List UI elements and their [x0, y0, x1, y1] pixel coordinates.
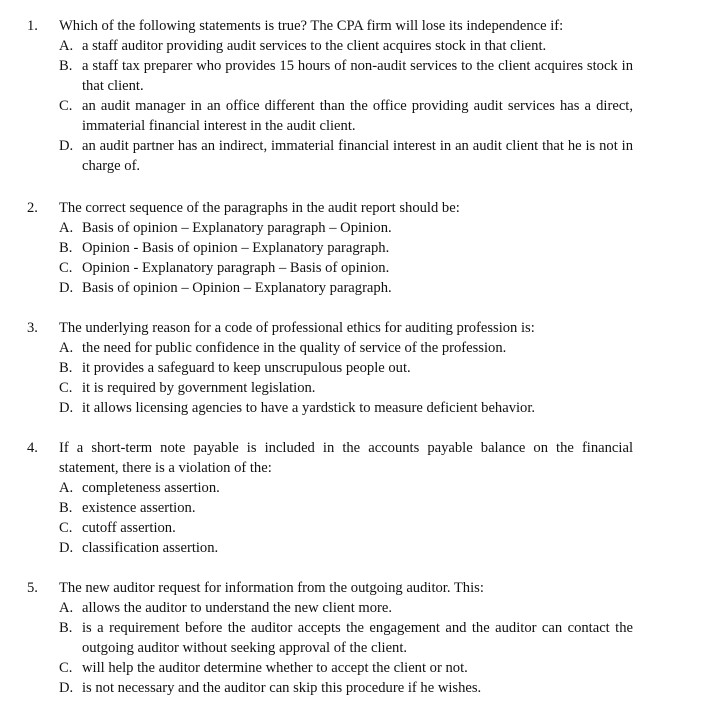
question-stem: Which of the following statements is true? The CPA firm will lose its independence if: [59, 18, 564, 34]
question-stem: The new auditor request for information from the outgoing auditor. This: [59, 580, 484, 596]
option-text: Opinion - Explanatory paragraph – Basis of opinion. [82, 260, 390, 276]
option-text: Basis of opinion – Opinion – Explanatory paragraph. [82, 280, 392, 296]
option-text: an audit partner has an indirect, immaterial financial interest in an audit client that he is not in charge of. [82, 138, 633, 174]
option-letter: B. [59, 360, 73, 376]
option-text: an audit manager in an office different than the office providing audit services has a direct, immaterial financial interest in the audit client. [82, 98, 633, 134]
option-text: it is required by government legislation. [82, 380, 316, 396]
option-text: a staff tax preparer who provides 15 hours of non-audit services to the client acquires stock in that client. [82, 58, 633, 94]
question-number: 3. [27, 320, 38, 336]
option-text: is a requirement before the auditor accepts the engagement and the auditor can contact the outgoing auditor without seeking approval of the client. [82, 620, 633, 656]
option-letter: A. [59, 38, 74, 54]
option-text: a staff auditor providing audit services to the client acquires stock in that client. [82, 38, 547, 54]
option-text: allows the auditor to understand the new client more. [82, 600, 393, 616]
option-text: is not necessary and the auditor can skip this procedure if he wishes. [82, 680, 482, 696]
question-number: 1. [27, 18, 38, 34]
option-text: cutoff assertion. [82, 520, 176, 536]
option-text: existence assertion. [82, 500, 196, 516]
question-stem: The underlying reason for a code of professional ethics for auditing profession is: [59, 320, 535, 336]
option-letter: C. [59, 380, 73, 396]
option-letter: C. [59, 520, 73, 536]
question-number: 5. [27, 580, 38, 596]
option-letter: D. [59, 280, 74, 296]
option-letter: B. [59, 620, 73, 636]
option-text: Basis of opinion – Explanatory paragraph – Opinion. [82, 220, 392, 236]
option-letter: C. [59, 260, 73, 276]
option-letter: C. [59, 660, 73, 676]
option-text: it allows licensing agencies to have a yardstick to measure deficient behavior. [82, 400, 536, 416]
option-letter: B. [59, 500, 73, 516]
option-letter: D. [59, 540, 74, 556]
option-text: the need for public confidence in the quality of service of the profession. [82, 340, 507, 356]
option-letter: D. [59, 400, 74, 416]
question-number: 4. [27, 440, 38, 456]
option-letter: A. [59, 600, 74, 616]
option-text: it provides a safeguard to keep unscrupulous people out. [82, 360, 411, 376]
option-letter: B. [59, 58, 73, 74]
option-text: Opinion - Basis of opinion – Explanatory paragraph. [82, 240, 390, 256]
question-stem: The correct sequence of the paragraphs in the audit report should be: [59, 200, 460, 216]
question-number: 2. [27, 200, 38, 216]
option-letter: C. [59, 98, 73, 114]
option-text: will help the auditor determine whether to accept the client or not. [82, 660, 468, 676]
option-text: classification assertion. [82, 540, 219, 556]
question-stem: If a short-term note payable is included in the accounts payable balance on the financial statement, there is a violation of the: [59, 440, 633, 476]
option-letter: A. [59, 480, 74, 496]
option-text: completeness assertion. [82, 480, 220, 496]
option-letter: D. [59, 680, 74, 696]
option-letter: A. [59, 220, 74, 236]
option-letter: B. [59, 240, 73, 256]
option-letter: A. [59, 340, 74, 356]
option-letter: D. [59, 138, 74, 154]
